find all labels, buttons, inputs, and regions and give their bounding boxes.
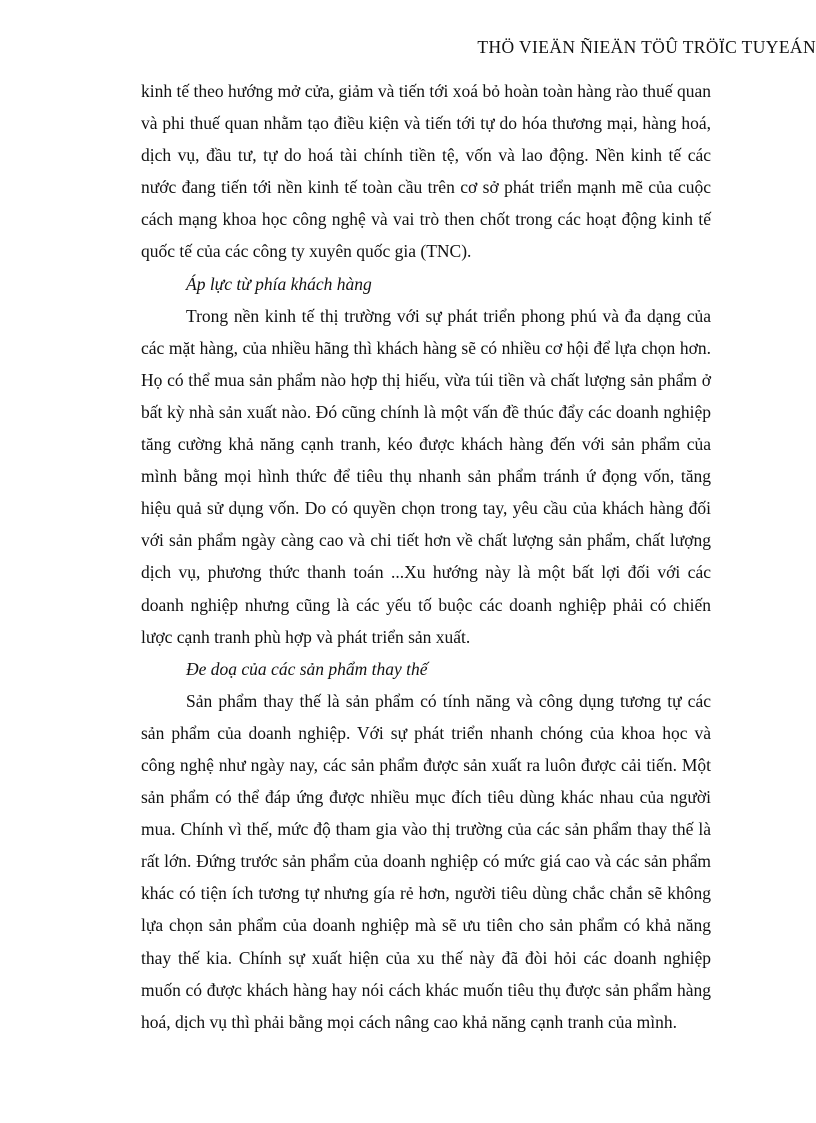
paragraph-customer-pressure: Trong nền kinh tế thị trường với sự phát triển phong phú và đa dạng của các mặt hàng, của nhiều hãng thì khách hàng sẽ có nhiều cơ hội để lựa chọn hơn. Họ có thể mua sản phẩm nào hợp thị hiếu, vừa túi tiền và chất lượng sản phẩm ở bất kỳ nhà sản xuất nào. Đó cũng chính là một vấn đề thúc đẩy các doanh nghiệp tăng cường khả năng cạnh tranh, kéo được khách hàng đến với sản phẩm của mình bằng mọi hình thức để tiêu thụ nhanh sản phẩm tránh ứ đọng vốn, tăng hiệu quả sử dụng vốn. Do có quyền chọn trong tay, yêu cầu của khách hàng đối với sản phẩm ngày càng cao và chi tiết hơn về chất lượng sản phẩm, chất lượng dịch vụ, phương thức thanh toán ...Xu hướng này là một bất lợi đối với các doanh nghiệp nhưng cũng là các yếu tố buộc các doanh nghiệp phải có chiến lược cạnh tranh phù hợp và phát triển sản xuất. bbox=[141, 305, 711, 647]
page-header: THÖ VIEÄN ÑIEÄN TÖÛ TRÖÏC TUYEÁN bbox=[477, 37, 816, 57]
paragraph-substitute-threat: Sản phẩm thay thế là sản phẩm có tính năng và công dụng tương tự các sản phẩm của doanh nghiệp. Với sự phát triển nhanh chóng của khoa học và công nghệ như ngày nay, các sản phẩm được sản xuất ra luôn được cải tiến. Một sản phẩm có thể đáp ứng được nhiều mục đích tiêu dùng khác nhau của người mua. Chính vì thế, mức độ tham gia vào thị trường của các sản phẩm thay thế là rất lớn. Đứng trước sản phẩm của doanh nghiệp có mức giá cao và các sản phẩm khác có tiện ích tương tự nhưng gía rẻ hơn, người tiêu dùng chắc chắn sẽ không lựa chọn sản phẩm của doanh nghiệp mà sẽ ưu tiên cho sản phẩm có khả năng thay thế kia. Chính sự xuất hiện của xu thế này đã đòi hỏi các doanh nghiệp muốn có được khách hàng hay nói cách khác muốn tiêu thụ được sản phẩm hàng hoá, dịch vụ thì phải bằng mọi cách nâng cao khả năng cạnh tranh của mình. bbox=[141, 690, 711, 1032]
section-heading-substitute-threat: Đe doạ của các sản phẩm thay thế bbox=[186, 658, 428, 679]
paragraph-continuation: kinh tế theo hướng mở cửa, giảm và tiến tới xoá bỏ hoàn toàn hàng rào thuế quan và phi thuế quan nhằm tạo điều kiện và tiến tới tự do hóa thương mại, hàng hoá, dịch vụ, đầu tư, tự do hoá tài chính tiền tệ, vốn và lao động. Nền kinh tế các nước đang tiến tới nền kinh tế toàn cầu trên cơ sở phát triển mạnh mẽ của cuộc cách mạng khoa học công nghệ và vai trò then chốt trong các hoạt động kinh tế quốc tế của các công ty xuyên quốc gia (TNC). bbox=[141, 81, 711, 262]
section-heading-customer-pressure: Áp lực từ phía khách hàng bbox=[186, 273, 372, 294]
page-body bbox=[141, 75, 711, 1038]
